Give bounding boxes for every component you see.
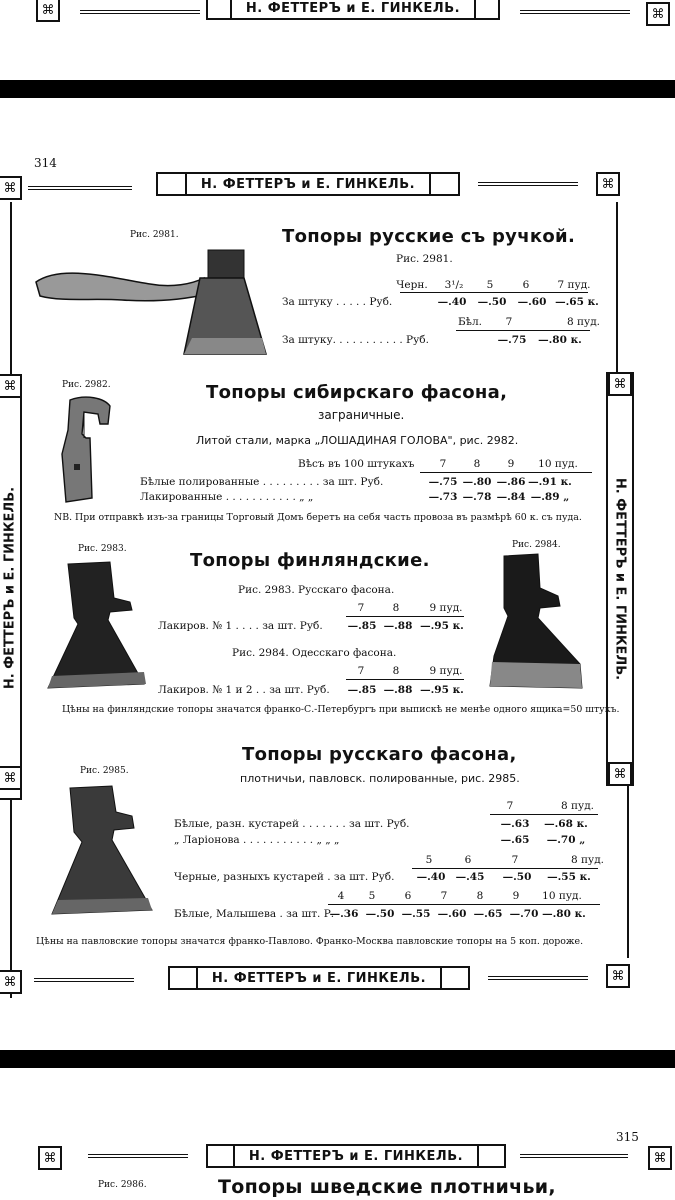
frame-line bbox=[10, 798, 12, 998]
rule-line bbox=[478, 182, 578, 186]
page-number: 314 bbox=[34, 156, 57, 170]
axe-with-handle-illustration bbox=[32, 238, 272, 358]
finnish-note: Цѣны на финляндские топоры значатся франко-С.-Петербургъ при выпискѣ не менѣе одного ящика=50 штукъ. bbox=[62, 704, 620, 715]
price-row: „ Ларіонова . . . . . . . . . . . „ „ „ —.65 —.70 „ bbox=[174, 834, 586, 846]
frame-line bbox=[616, 202, 618, 372]
page-footer-banner: Н. ФЕТТЕРЪ и Е. ГИНКЕЛЬ. bbox=[168, 966, 470, 990]
ornament-icon: ⌘ bbox=[608, 762, 632, 786]
page-number: 315 bbox=[616, 1130, 639, 1144]
separator-band bbox=[0, 1050, 675, 1068]
rule-line bbox=[80, 10, 200, 14]
finnish-axe-odessa-illustration bbox=[484, 552, 588, 692]
section-subtitle: плотничьи, павловск. полированные, рис. 2985. bbox=[240, 772, 520, 785]
figure-caption: Рис. 2985. bbox=[80, 766, 129, 776]
rule-line bbox=[520, 1154, 628, 1158]
price-header: 7 8 9 пуд. bbox=[357, 665, 463, 677]
section-subtitle: Литой стали, марка „ЛОШАДИНАЯ ГОЛОВА", рис. 2982. bbox=[196, 434, 519, 447]
ornament-icon: ⌘ bbox=[596, 172, 620, 196]
rule-line bbox=[28, 186, 132, 190]
bottom-strip bbox=[0, 1068, 675, 1200]
figure-reference: Рис. 2981. bbox=[396, 253, 453, 265]
price-row: За штуку . . . . . Руб. —.40 —.50 —.60 —.65 к. bbox=[282, 296, 599, 308]
price-row: За штуку. . . . . . . . . . . Руб. —.75 —.80 к. bbox=[282, 334, 582, 346]
price-header: 5 6 7 8 пуд. bbox=[425, 854, 604, 866]
figure-caption: Рис. 2981. bbox=[130, 230, 179, 240]
nb-note: NB. При отправкѣ изъ-за границы Торговый Домъ беретъ на себя часть провоза въ размѣрѣ 60 к. съ пуда. bbox=[54, 512, 582, 523]
figure-caption: Рис. 2982. bbox=[62, 380, 111, 390]
right-side-banner: Н. ФЕТТЕРЪ и Е. ГИНКЕЛЬ. bbox=[606, 372, 634, 786]
rule-line bbox=[520, 10, 630, 14]
price-header: Черн. 3¹/₂ 5 6 7 пуд. bbox=[396, 279, 591, 291]
price-header: 7 8 9 пуд. bbox=[357, 602, 463, 614]
price-header: Бѣл. 7 8 пуд. bbox=[457, 316, 600, 328]
rule-line bbox=[412, 868, 598, 869]
section-title-siberian-axes: Топоры сибирскаго фасона, bbox=[206, 382, 508, 403]
rule-line bbox=[346, 616, 464, 617]
price-row: Бѣлые полированные . . . . . . . . . за шт. Руб. —.75 —.80 —.86 —.91 к. bbox=[140, 476, 572, 488]
ornament-icon: ⌘ bbox=[648, 1146, 672, 1170]
top-banner: Н. ФЕТТЕРЪ и Е. ГИНКЕЛЬ. bbox=[206, 0, 500, 20]
rule-line bbox=[34, 978, 134, 982]
section-title-finnish-axes: Топоры финляндские. bbox=[190, 550, 430, 571]
ornament-icon: ⌘ bbox=[0, 374, 22, 398]
section-subtitle: заграничные. bbox=[318, 408, 405, 422]
price-header: Вѣсъ въ 100 штукахъ 7 8 9 10 пуд. bbox=[298, 458, 578, 470]
top-strip bbox=[0, 0, 675, 80]
variant-heading: Рис. 2983. Русскаго фасона. bbox=[238, 584, 395, 596]
russian-carpenter-axe-illustration bbox=[48, 782, 158, 918]
ornament-icon: ⌘ bbox=[0, 766, 22, 790]
rule-line bbox=[400, 292, 588, 293]
rule-line bbox=[346, 679, 464, 680]
left-side-banner: Н. ФЕТТЕРЪ и Е. ГИНКЕЛЬ. bbox=[0, 376, 22, 800]
rule-line bbox=[488, 976, 588, 980]
ornament-icon: ⌘ bbox=[606, 964, 630, 988]
rule-line bbox=[490, 814, 598, 815]
ornament-icon: ⌘ bbox=[646, 2, 670, 26]
price-row: Черные, разныхъ кустарей . за шт. Руб. —.40 —.45 —.50 —.55 к. bbox=[174, 871, 591, 883]
price-row: Бѣлые, Малышева . за шт. Р.—.36 —.50 —.55 —.60 —.65 —.70 —.80 к. bbox=[174, 908, 586, 920]
figure-caption: Рис. 2983. bbox=[78, 544, 127, 554]
price-header: 4 5 6 7 8 9 10 пуд. bbox=[337, 890, 582, 902]
rule-line bbox=[456, 330, 590, 331]
price-row: Бѣлые, разн. кустарей . . . . . . . за шт. Руб. —.63 —.68 к. bbox=[174, 818, 588, 830]
section-title-swedish-axes: Топоры шведские плотничьи, bbox=[218, 1176, 556, 1198]
ornament-icon: ⌘ bbox=[0, 176, 22, 200]
next-page-banner: Н. ФЕТТЕРЪ и Е. ГИНКЕЛЬ. bbox=[206, 1144, 506, 1168]
ornament-icon: ⌘ bbox=[0, 970, 22, 994]
finnish-axe-russian-illustration bbox=[44, 558, 154, 692]
pavlovo-note: Цѣны на павловские топоры значатся франко-Павлово. Франко-Москва павловские топоры на 5 коп. дороже. bbox=[36, 936, 584, 947]
ornament-icon: ⌘ bbox=[36, 0, 60, 22]
catalog-page bbox=[0, 98, 675, 1050]
ornament-icon: ⌘ bbox=[38, 1146, 62, 1170]
frame-line bbox=[10, 202, 12, 374]
separator-band bbox=[0, 80, 675, 98]
rule-line bbox=[88, 1154, 188, 1158]
ornament-icon: ⌘ bbox=[608, 372, 632, 396]
variant-heading: Рис. 2984. Одесскаго фасона. bbox=[232, 647, 397, 659]
figure-caption: Рис. 2986. bbox=[98, 1180, 147, 1190]
price-row: Лакиров. № 1 и 2 . . за шт. Руб. —.85 —.88 —.95 к. bbox=[158, 684, 464, 696]
rule-line bbox=[328, 904, 600, 905]
price-row: Лакированные . . . . . . . . . . . „ „ —.73 —.78 —.84 —.89 „ bbox=[140, 491, 570, 503]
siberian-axe-illustration bbox=[56, 394, 126, 506]
figure-caption: Рис. 2984. bbox=[512, 540, 561, 550]
page-header-banner: Н. ФЕТТЕРЪ и Е. ГИНКЕЛЬ. bbox=[156, 172, 460, 196]
rule-line bbox=[420, 472, 592, 473]
section-title-russian-axes-handle: Топоры русские съ ручкой. bbox=[282, 226, 576, 247]
price-row: Лакиров. № 1 . . . . за шт. Руб. —.85 —.88 —.95 к. bbox=[158, 620, 464, 632]
section-title-russian-style-axes: Топоры русскаго фасона, bbox=[242, 744, 517, 765]
price-header: 7 8 пуд. bbox=[506, 800, 594, 812]
